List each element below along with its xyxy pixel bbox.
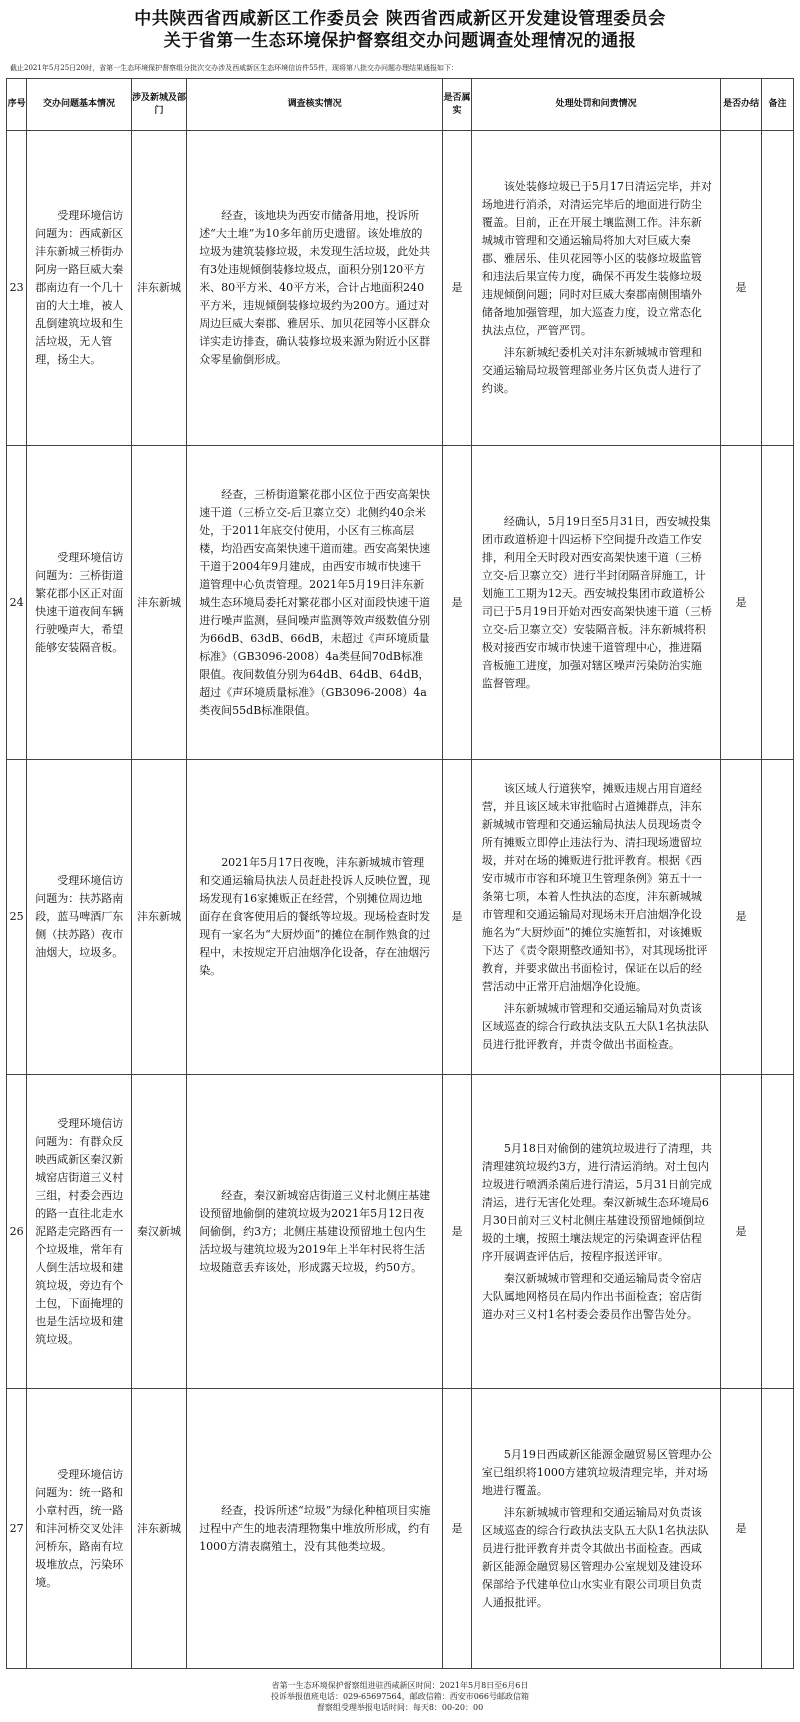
row-investigation [187, 446, 443, 760]
row-verified: 是 [443, 760, 472, 1075]
footer-hours: 督察组受理举报电话时间：每天8：00-20：00 [316, 1703, 484, 1712]
row-basic: 受理环境信访问题为：统一路和小章村西，统一路和沣河桥交叉处沣河桥东，路南有垃圾堆放点，污染环境。 [27, 1389, 132, 1669]
row-penalty [471, 1075, 721, 1389]
row-basic: 受理环境信访问题为：扶苏路南段，蓝马啤酒厂东侧（扶苏路）夜市油烟大，垃圾多。 [27, 760, 132, 1075]
investigation-paragraph: 经查，三桥街道繁花郡小区位于西安高架快速干道（三桥立交-后卫寨立交）北侧约40余米处，于2011年底交付使用，小区有三栋高层楼，均沿西安高架快速干道而建。西安高架快速干道于2004年9月建成，由西安市城市快速干道管理中心负责管理。2021年5月19日沣东新城生态环境局委托对繁花郡小区对面段快速干道进行噪声监测，昼间噪声监测等效声级数值分别为66dB、63dB、66dB，未超过《声环境质量标准》（GB3096-2008）4a类昼间70dB标准限值。夜间数值分别为64dB、64dB、64dB，超过《声环境质量标准》（GB3096-2008）4a类夜间55dB标准限值。 [199, 487, 431, 717]
table-row [7, 1389, 794, 1669]
report-table-container [6, 78, 794, 1669]
header-penalty: 处理处罚和问责情况 [471, 79, 721, 131]
investigation-paragraph: 2021年5月17日夜晚，沣东新城城市管理和交通运输局执法人员赶赴投诉人反映位置，现场发现有16家摊贩正在经营，个别摊位周边地面存在食客使用后的餐纸等垃圾。现场检查时发现有一家名为“大厨炒面”的摊位在制作熟食的过程中，未按规定开启油烟净化设备，存在油烟污染。 [199, 856, 431, 977]
penalty-paragraph: 5月19日西咸新区能源金融贸易区管理办公室已组织将1000方建筑垃圾清理完毕，并对场地进行覆盖。 [481, 1447, 712, 1497]
penalty-paragraph: 5月18日对偷倒的建筑垃圾进行了清理，共清理建筑垃圾约3方，进行清运消纳。对土包内垃圾进行喷洒杀菌后进行清运，5月31日前完成清运，进行无害化处理。秦汉新城生态环境局6月30日前对三义村北侧庄基建设预留地倾倒垃圾的土壤，按照土壤法规定的污染调查评估程序开展调查评估后，按程序报送评审。 [481, 1141, 712, 1263]
row-area: 沣东新城 [131, 760, 186, 1075]
row-basic: 受理环境信访问题为：有群众反映西咸新区秦汉新城窑店街道三义村三组，村委会西边的路一直往北走水泥路走完路西有一个垃圾堆，常年有人倒生活垃圾和建筑垃圾，旁边有个土包，下面掩埋的也是生活垃圾和建筑垃圾。 [27, 1075, 132, 1389]
row-completed: 是 [721, 1389, 762, 1669]
report-title [0, 8, 800, 52]
row-basic: 受理环境信访问题为：西咸新区沣东新城三桥街办阿房一路巨威大秦郡南边有一个几十亩的大土堆，被人乱倒建筑垃圾和生活垃圾，无人管理，扬尘大。 [27, 131, 132, 446]
row-remark [761, 446, 793, 760]
penalty-paragraph: 沣东新城城市管理和交通运输局对负责该区域巡查的综合行政执法支队五大队1名执法队员进行批评教育并责令其做出书面检查。西咸新区能源金融贸易区管理办公室规划及建设环保部给予代建单位山水实业有限公司项目负责人通报批评。 [481, 1505, 709, 1609]
row-no: 23 [7, 131, 27, 446]
header-investigation: 调查核实情况 [187, 79, 443, 131]
row-area: 沣东新城 [131, 446, 186, 760]
table-row [7, 446, 794, 760]
row-completed: 是 [721, 760, 762, 1075]
row-remark [761, 1075, 793, 1389]
row-completed: 是 [721, 1075, 762, 1389]
footer-inspection-period: 省第一生态环境保护督察组进驻西咸新区时间：2021年5月8日至6月6日 [271, 1681, 529, 1690]
penalty-paragraph: 经确认，5月19日至5月31日，西安城投集团市政道桥迎十四运桥下空间提升改造工作安排，利用全天时段对西安高架快速干道（三桥立交-后卫寨立交）进行半封闭隔音屏施工，计划施工工期为12天。西安城投集团市政道桥公司已于5月19日开始对西安高架快速干道（三桥立交-后卫寨立交）安装隔音板。沣东新城将积极对接西安市城市快速干道管理中心，推进隔音板施工进度，加强对辖区噪声污染防治实施监督管理。 [481, 514, 712, 690]
title-line-2: 关于省第一生态环境保护督察组交办问题调查处理情况的通报 [163, 31, 637, 51]
row-penalty [471, 760, 721, 1075]
header-basic: 交办问题基本情况 [27, 79, 132, 131]
row-penalty [471, 131, 721, 446]
row-no: 25 [7, 760, 27, 1075]
row-remark [761, 1389, 793, 1669]
row-investigation [187, 131, 443, 446]
header-area: 涉及新城及部门 [131, 79, 186, 131]
title-line-1: 中共陕西省西咸新区工作委员会 陕西省西咸新区开发建设管理委员会 [134, 9, 666, 29]
report-intro: 截止2021年5月25日20时，省第一生态环境保护督察组分批次交办涉及西咸新区生态环境信访件55件，现将第八批交办问题办理结果通报如下： [10, 64, 458, 72]
row-area: 沣东新城 [131, 1389, 186, 1669]
header-no: 序号 [7, 79, 27, 131]
row-no: 24 [7, 446, 27, 760]
row-completed: 是 [721, 446, 762, 760]
table-row [7, 1075, 794, 1389]
row-area: 沣东新城 [131, 131, 186, 446]
row-basic: 受理环境信访问题为：三桥街道繁花郡小区正对面快速干道夜间车辆行驶噪声大，希望能够安装隔音板。 [27, 446, 132, 760]
footer-hotline: 投诉举报值班电话：029-65697564，邮政信箱：西安市066号邮政信箱 [271, 1692, 529, 1701]
row-no: 27 [7, 1389, 27, 1669]
row-area: 秦汉新城 [131, 1075, 186, 1389]
row-remark [761, 131, 793, 446]
penalty-paragraph: 该处装修垃圾已于5月17日清运完毕，并对场地进行消杀，对清运完毕后的地面进行防尘覆盖。目前，正在开展土壤监测工作。沣东新城城市管理和交通运输局将加大对巨威大秦郡、雅居乐、佳贝花园等小区的装修垃圾监管和违法后果宣传力度，确保不再发生装修垃圾违规倾倒问题；同时对巨威大秦郡南侧围墙外储备地加强管理，加大巡查力度，设立常态化执法点位，严管严罚。 [481, 180, 712, 337]
row-verified: 是 [443, 131, 472, 446]
table-row [7, 760, 794, 1075]
row-penalty [471, 446, 721, 760]
header-verified: 是否属实 [443, 79, 472, 131]
row-investigation [187, 760, 443, 1075]
row-investigation [187, 1389, 443, 1669]
row-remark [761, 760, 793, 1075]
table-header [7, 79, 794, 131]
row-verified: 是 [443, 1075, 472, 1389]
report-table [6, 78, 794, 1669]
investigation-paragraph: 经查，投诉所述“垃圾”为绿化种植项目实施过程中产生的地表清理物集中堆放所形成，约有1000方清表腐殖土，没有其他类垃圾。 [199, 1503, 431, 1553]
investigation-paragraph: 经查，该地块为西安市储备用地，投诉所述“大土堆”为10多年前历史遗留。该处堆放的垃圾为建筑装修垃圾，未发现生活垃圾，此处共有3处违规倾倒装修垃圾点，面积分别120平方米、80平方米、40平方米，合计占地面积240平方米，违规倾倒装修垃圾约为200方。通过对周边巨威大秦郡、雅居乐、加贝花园等小区群众详实走访排查，确认装修垃圾来源为附近小区群众零星偷倒形成。 [199, 209, 431, 366]
row-completed: 是 [721, 131, 762, 446]
penalty-paragraph: 沣东新城纪委机关对沣东新城城市管理和交通运输局垃圾管理部业务片区负责人进行了约谈。 [481, 346, 702, 395]
header-remark: 备注 [761, 79, 793, 131]
header-completed: 是否办结 [721, 79, 762, 131]
row-verified: 是 [443, 1389, 472, 1669]
report-footer [0, 1680, 800, 1713]
row-no: 26 [7, 1075, 27, 1389]
penalty-paragraph: 该区域人行道狭窄，摊贩违规占用盲道经营，并且该区域未审批临时占道摊群点，沣东新城城市管理和交通运输局执法人员现场责令所有摊贩立即停止违法行为、清扫现场遗留垃圾，并对在场的摊贩进行批评教育。根据《西安市城市市容和环境卫生管理条例》第五十一条第七项，本着人性执法的态度，沣东新城城市管理和交通运输局对现场未开启油烟净化设施名为“大厨炒面”的摊位实施暂扣，对该摊贩下达了《责令限期整改通知书》，对其现场批评教育，并要求做出书面检讨，保证在以后的经营活动中正常开启油烟净化设施。 [481, 782, 708, 993]
table-body [7, 131, 794, 1669]
row-verified: 是 [443, 446, 472, 760]
row-investigation [187, 1075, 443, 1389]
penalty-paragraph: 沣东新城城市管理和交通运输局对负责该区域巡查的综合行政执法支队五大队1名执法队员进行批评教育，并责令做出书面检查。 [481, 1002, 709, 1051]
penalty-paragraph: 秦汉新城城市管理和交通运输局责令窑店大队属地网格员在局内作出书面检查；窑店街道办对三义村1名村委会委员作出警告处分。 [481, 1271, 702, 1321]
row-penalty [471, 1389, 721, 1669]
investigation-paragraph: 经查，秦汉新城窑店街道三义村北侧庄基建设预留地偷倒的建筑垃圾为2021年5月12日夜间偷倒，约3方；北侧庄基建设预留地土包内生活垃圾与建筑垃圾为2019年上半年村民将生活垃圾随意丢弃该处，形成露天垃圾，约50方。 [199, 1188, 431, 1274]
table-row [7, 131, 794, 446]
